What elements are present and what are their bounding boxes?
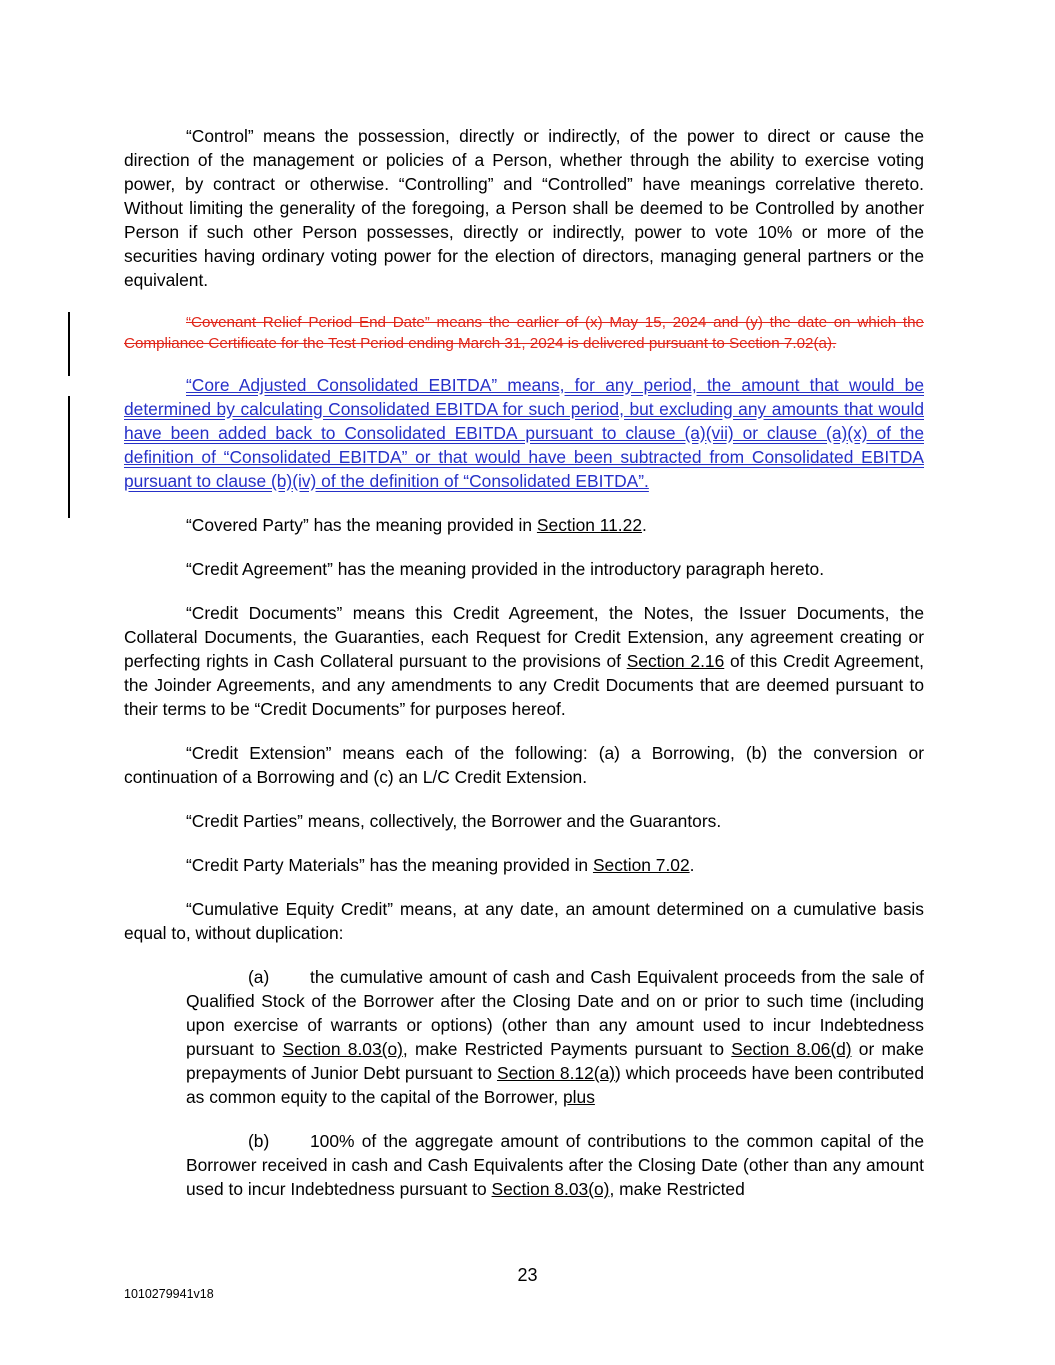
document-id: 1010279941v18: [124, 1287, 214, 1301]
change-bar-inserted: [68, 396, 70, 518]
definition-cumulative-equity-credit: “Cumulative Equity Credit” means, at any date, an amount determined on a cumulative basis equal to, without duplication:: [124, 899, 924, 943]
definition-credit-parties: “Credit Parties” means, collectively, the Borrower and the Guarantors.: [186, 811, 722, 831]
definition-credit-agreement: “Credit Agreement” has the meaning provided in the introductory paragraph hereto.: [186, 559, 825, 579]
change-bar-deleted: [68, 312, 70, 376]
section-ref-link[interactable]: Section 8.03(o): [282, 1039, 403, 1059]
definition-credit-documents: “Credit Documents” means this Credit Agreement, the Notes, the Issuer Documents, the Collateral Documents, the Guaranties, each Request for Credit Extension, any agreement creating or perfecting rights in Cash Collateral pursuant to the provisions of Section 2.16 of this Credit Agreement, the Joinder Agreements, and any amendments to any Credit Documents that are deemed pursuant to their terms to be “Credit Documents” for purposes hereof.: [124, 603, 924, 719]
section-ref-link[interactable]: Section 8.03(o): [491, 1179, 610, 1199]
document-body: [124, 124, 924, 1201]
section-ref-link[interactable]: Section 11.22: [536, 515, 642, 535]
clause-b: (b) 100% of the aggregate amount of contributions to the common capital of the Borrower received in cash and Cash Equivalents after the Closing Date (other than any amount used to incur Indebtedness pursuant to Section 8.03(o), make Restricted: [186, 1131, 924, 1199]
definition-covenant-relief-deleted: “Covenant Relief Period End Date” means the earlier of (x) May 15, 2024 and (y) the date on which the Compliance Certificate for the Test Period ending March 31, 2024 is delivered pursuant to Section 7.02(a).: [124, 314, 924, 352]
section-ref-link[interactable]: Section 7.02: [592, 855, 690, 875]
definition-core-adjusted-inserted: “Core Adjusted Consolidated EBITDA” means, for any period, the amount that would be determined by calculating Consolidated EBITDA for such period, but excluding any amounts that would have been added back to Consolidated EBITDA pursuant to clause (a)(vii) or clause (a)(x) of the definition of “Consolidated EBITDA” or that would have been subtracted from Consolidated EBITDA pursuant to clause (b)(iv) of the definition of “Consolidated EBITDA”.: [124, 375, 924, 491]
page-number: 23: [517, 1265, 538, 1285]
clause-label: (a): [248, 967, 270, 987]
plus-word: plus: [563, 1087, 595, 1107]
clause-a: (a) the cumulative amount of cash and Cash Equivalent proceeds from the sale of Qualified Stock of the Borrower after the Closing Date and on or prior to such time (including upon exercise of warrants or options) (other than any amount used to incur Indebtedness pursuant to Section 8.03(o), make Restricted Payments pursuant to Section 8.06(d) or make prepayments of Junior Debt pursuant to Section 8.12(a)) which proceeds have been contributed as common equity to the capital of the Borrower, plus: [186, 967, 924, 1107]
definition-credit-extension: “Credit Extension” means each of the following: (a) a Borrowing, (b) the conversion or continuation of a Borrowing and (c) an L/C Credit Extension.: [124, 743, 924, 787]
definition-covered-party: “Covered Party” has the meaning provided in Section 11.22.: [186, 515, 647, 535]
clause-label: (b): [248, 1131, 270, 1151]
section-ref-link[interactable]: Section 8.12(a): [496, 1063, 616, 1083]
section-ref-link[interactable]: Section 8.06(d): [731, 1039, 852, 1059]
definition-credit-party-materials: “Credit Party Materials” has the meaning provided in Section 7.02.: [186, 855, 695, 875]
term-control: “Control”: [186, 126, 254, 146]
section-ref-link[interactable]: Section 2.16: [626, 651, 725, 671]
definition-control: “Control” means the possession, directly or indirectly, of the power to direct or cause the direction of the management or policies of a Person, whether through the ability to exercise voting power, by contract or otherwise. “Controlling” and “Controlled” have meanings correlative thereto. Without limiting the generality of the foregoing, a Person shall be deemed to be Controlled by another Person if such other Person possesses, directly or indirectly, power to vote 10% or more of the securities having ordinary voting power for the election of directors, managing general partners or the equivalent.: [124, 126, 924, 290]
